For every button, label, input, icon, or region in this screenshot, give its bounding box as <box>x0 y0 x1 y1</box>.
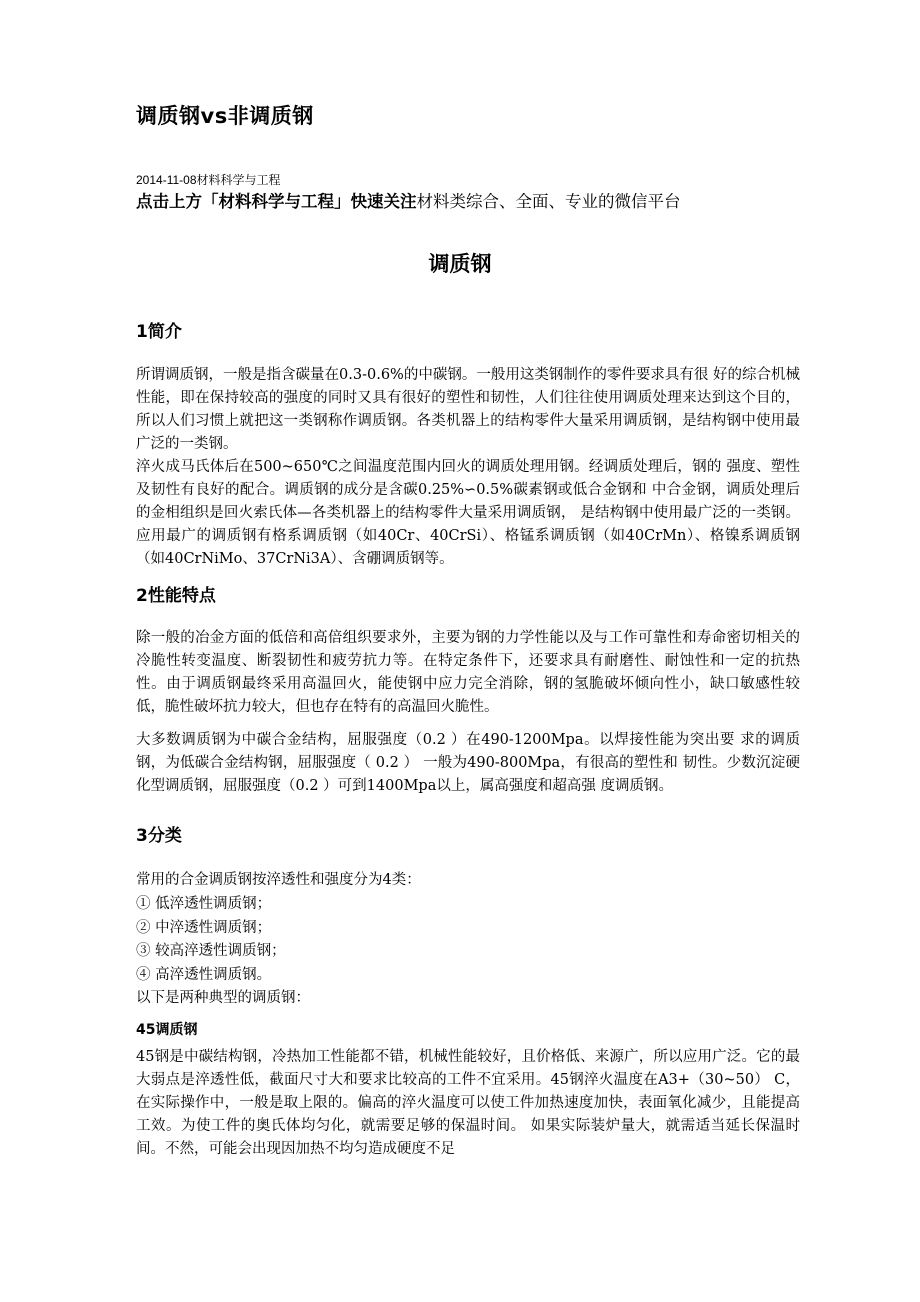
steel-45-paragraph: 45钢是中碳结构钢，冷热加工性能都不错，机械性能较好，且价格低、来源广，所以应用广泛。它的最大弱点是淬透性低，截面尺寸大和要求比较高的工件不宜采用。45钢淬火温度在A3+（30~50） C，在实际操作中，一般是取上限的。偏高的淬火温度可以使工件加热速度加快，表面氧化减少，且能提高工效。为使工件的奥氏体均匀化，就需要足够的保温时间。 如果实际装炉量大，就需适当延长保温时间。不然，可能会出现因加热不均匀造成硬度不足 <box>136 1049 800 1157</box>
performance-paragraph-2: 大多数调质钢为中碳合金结构，屈服强度（0.2 ）在490-1200Mpa。以焊接性能为突出要 求的调质钢，为低碳合金结构钢，屈服强度（ 0.2 ） 一般为490-800Mpa，有很高的塑性和 韧性。少数沉淀硬化型调质钢，屈服强度（0.2 ）可到1400Mpa以上，属高强度和超高强 度调质钢。 <box>136 732 800 794</box>
classification-outro: 以下是两种典型的调质钢： <box>136 990 310 1006</box>
list-item: ② 中淬透性调质钢； <box>136 919 272 936</box>
article-title: 调质钢vs非调质钢 <box>136 104 314 128</box>
list-item: ① 低淬透性调质钢； <box>136 896 272 912</box>
heading-intro: 1简介 <box>136 322 182 342</box>
classification-list <box>136 893 800 987</box>
performance-paragraph-1: 除一般的冶金方面的低倍和高倍组织要求外，主要为钢的力学性能以及与工作可靠性和寿命密切相关的冷脆性转变温度、断裂韧性和疲劳抗力等。在特定条件下，还要求具有耐磨性、耐蚀性和一定的抗热性。由于调质钢最终采用高温回火，能使钢中应力完全消除，钢的氢脆破坏倾向性小，缺口敏感性较低，脆性破坏抗力较大，但也存在特有的高温回火脆性。 <box>136 630 800 715</box>
article-date: 2014-11-08 <box>136 173 197 187</box>
intro-paragraph-2: 淬火成马氏体后在500~650℃之间温度范围内回火的调质处理用钢。经调质处理后，钢的 强度、塑性及韧性有良好的配合。调质钢的成分是含碳0.25%∽0.5%碳素钢或低合金钢和 中合金钢，调质处理后的金相组织是回火索氏体—各类机器上的结构零件大量采用调质钢， 是结构钢中使用最广泛的一类钢。应用最广的调质钢有格系调质钢（如40Cr、40CrSi）、格锰系调质钢（如40CrMn）、格镍系调质钢（如40CrNiMo、37CrNi3A）、含硼调质钢等。 <box>136 459 800 567</box>
list-item: ③ 较高淬透性调质钢； <box>136 943 286 959</box>
section-main-title: 调质钢 <box>428 252 492 276</box>
heading-45-steel: 45调质钢 <box>136 1022 198 1038</box>
heading-performance: 2性能特点 <box>136 586 216 606</box>
heading-classification: 3分类 <box>136 826 182 846</box>
article-source[interactable]: 材料科学与工程 <box>196 173 281 187</box>
follow-promo <box>136 188 681 212</box>
intro-paragraph-1: 所谓调质钢，一般是指含碳量在0.3-0.6%的中碳钢。一般用这类钢制作的零件要求具有很 好的综合机械性能，即在保持较高的强度的同时又具有很好的塑性和韧性，人们往往使用调质处理来达到这个目的，所以人们习惯上就把这一类钢称作调质钢。各类机器上的结构零件大量采用调质钢，是结构钢中使用最广泛的一类钢。 <box>136 367 800 452</box>
classification-intro: 常用的合金调质钢按淬透性和强度分为4类： <box>136 872 421 888</box>
follow-promo-link[interactable]: 点击上方「材料科学与工程」快速关注 <box>136 192 417 211</box>
list-item: ④ 高淬透性调质钢。 <box>136 966 272 983</box>
article-meta <box>136 171 281 188</box>
follow-promo-text: 材料类综合、全面、专业的微信平台 <box>416 192 681 211</box>
